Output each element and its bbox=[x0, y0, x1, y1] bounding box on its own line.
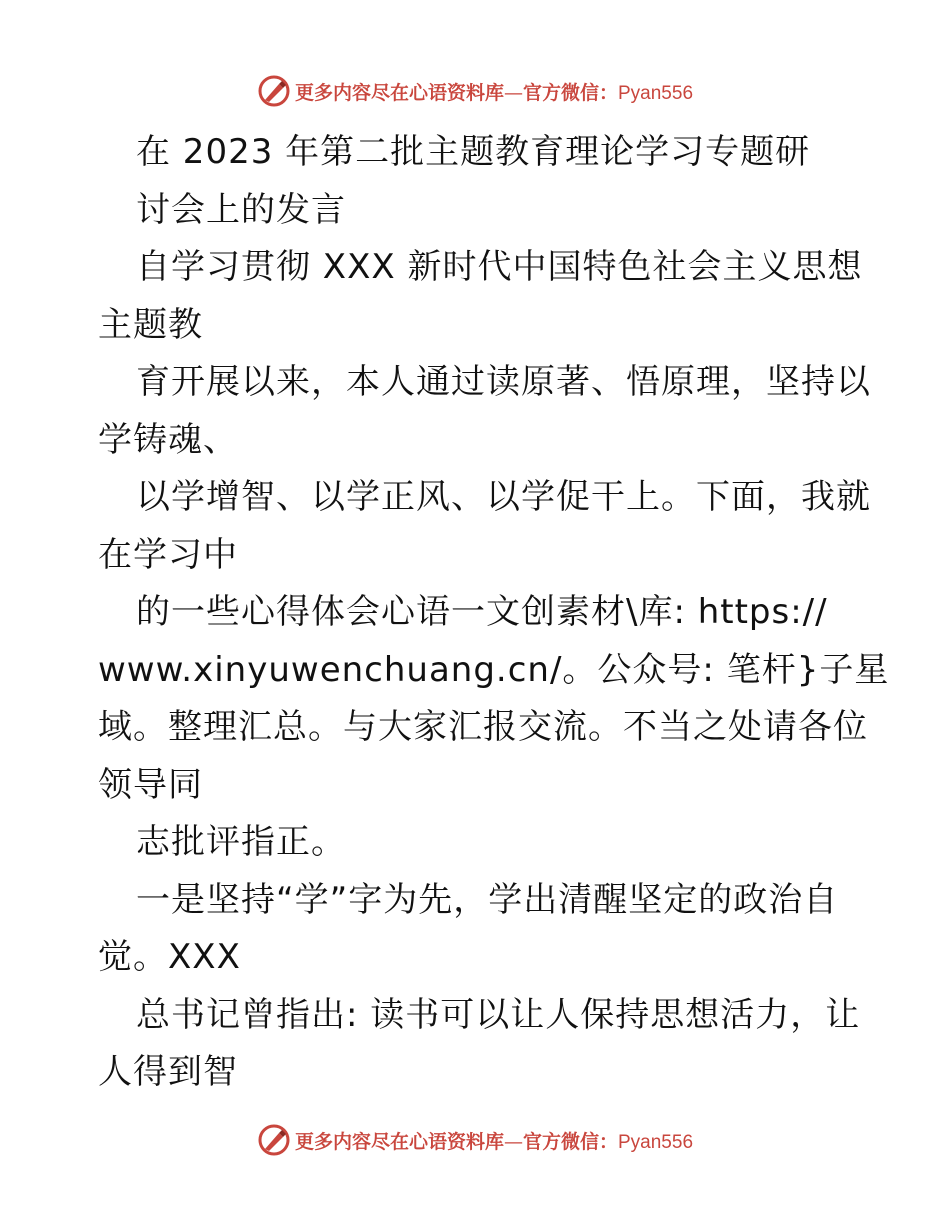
pen-logo-icon bbox=[257, 1123, 291, 1157]
paragraph-line: 志批评指正。 bbox=[136, 822, 346, 862]
paragraph-line: 一是坚持“学”字为先，学出清醒坚定的政治自 bbox=[136, 879, 839, 920]
paragraph-line: 在学习中 bbox=[98, 534, 238, 575]
header-banner-account: Pyan556 bbox=[618, 82, 694, 104]
paragraph-line: www.xinyuwenchuang.cn/。公众号: 笔杆}子星 bbox=[98, 649, 890, 690]
header-banner-wechat-label: 官方微信： bbox=[522, 81, 618, 104]
document-body bbox=[98, 124, 890, 1102]
header-watermark-banner bbox=[0, 71, 950, 111]
title-line-1: 在 2023 年第二批主题教育理论学习专题研 bbox=[136, 132, 811, 172]
paragraph-line: 以学增智、以学正风、以学促干上。下面，我就 bbox=[136, 477, 871, 517]
header-banner-dash: — bbox=[503, 81, 523, 104]
paragraph-line: 觉。XXX bbox=[98, 937, 241, 977]
paragraph-line: 领导同 bbox=[98, 764, 203, 805]
header-banner-main: 更多内容尽在心语资料库 bbox=[294, 81, 504, 104]
paragraph-line: 的一些心得体会心语一文创素材\库: https:// bbox=[136, 592, 828, 632]
paragraph-line: 人得到智 bbox=[98, 1052, 238, 1092]
title-line-2: 讨会上的发言 bbox=[136, 189, 346, 230]
paragraph-line: 主题教 bbox=[98, 304, 203, 345]
footer-banner-account: Pyan556 bbox=[618, 1131, 694, 1153]
footer-banner-wechat-label: 官方微信： bbox=[522, 1130, 618, 1153]
paragraph-line: 总书记曾指出: 读书可以让人保持思想活力，让 bbox=[136, 994, 861, 1035]
footer-watermark-banner bbox=[0, 1120, 950, 1160]
footer-banner-main: 更多内容尽在心语资料库 bbox=[294, 1130, 504, 1153]
paragraph-line: 育开展以来，本人通过读原著、悟原理，坚持以 bbox=[136, 362, 871, 402]
footer-banner-dash: — bbox=[503, 1130, 523, 1153]
paragraph-line: 自学习贯彻 XXX 新时代中国特色社会主义思想 bbox=[136, 247, 863, 287]
header-banner-text bbox=[295, 78, 693, 105]
paragraph-line: 域。整理汇总。与大家汇报交流。不当之处请各位 bbox=[98, 707, 868, 747]
pen-logo-icon bbox=[257, 74, 291, 108]
footer-banner-text bbox=[295, 1127, 693, 1154]
paragraph-line: 学铸魂、 bbox=[98, 419, 238, 460]
